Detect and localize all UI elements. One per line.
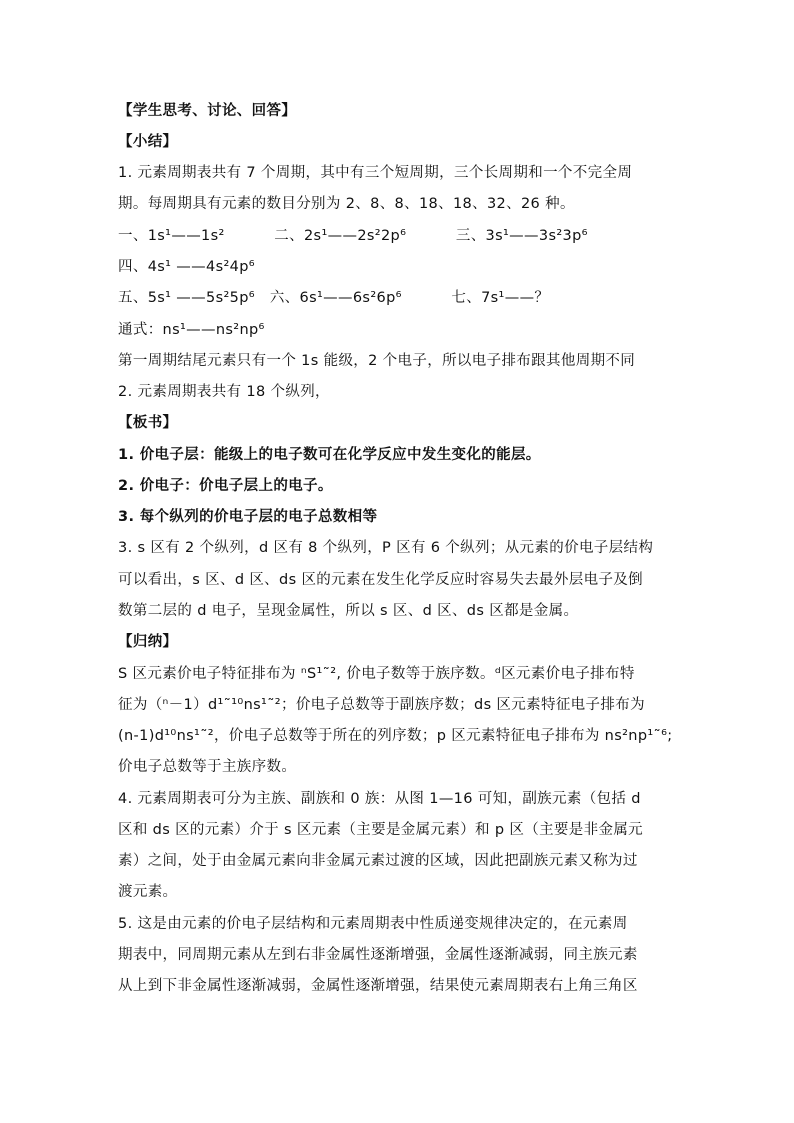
heading-student-discussion: 【学生思考、讨论、回答】: [118, 103, 297, 119]
text-line: 期表中，同周期元素从左到右非金属性逐渐增强，金属性逐渐减弱，同主族元素: [118, 947, 638, 963]
text-line: 可以看出，s 区、d 区、ds 区的元素在发生化学反应时容易失去最外层电子及倒: [118, 572, 643, 588]
text-line: 1. 元素周期表共有 7 个周期，其中有三个短周期，三个长周期和一个不完全周: [118, 165, 633, 181]
electron-config-line: 四、4s¹ ——4s²4p⁶: [118, 259, 255, 275]
text-line: 2. 元素周期表共有 18 个纵列，: [118, 384, 330, 400]
heading-induction: 【归纳】: [118, 634, 178, 650]
board-note-line: 3. 每个纵列的价电子层的电子总数相等: [118, 509, 378, 525]
text-line: 渡元素。: [118, 884, 178, 900]
electron-config-line: 一、1s¹——1s² 二、2s¹——2s²2p⁶ 三、3s¹——3s²3p⁶: [118, 228, 588, 244]
heading-board-notes: 【板书】: [118, 415, 178, 431]
heading-summary: 【小结】: [118, 134, 178, 150]
text-line: 数第二层的 d 电子，呈现金属性，所以 s 区、d 区、ds 区都是金属。: [118, 603, 579, 619]
text-line: (n-1)d¹⁰ns¹˜²，价电子总数等于所在的列序数；p 区元素特征电子排布为 ns²np¹˜⁶;: [118, 728, 673, 744]
general-formula-line: 通式：ns¹——ns²np⁶: [118, 322, 265, 338]
text-line: 征为（ⁿ－1）d¹˜¹⁰ns¹˜²；价电子总数等于副族序数；ds 区元素特征电子排布为: [118, 697, 645, 713]
text-line: 5. 这是由元素的价电子层结构和元素周期表中性质递变规律决定的，在元素周: [118, 916, 628, 932]
board-note-line: 2. 价电子：价电子层上的电子。: [118, 478, 333, 494]
board-note-line: 1. 价电子层：能级上的电子数可在化学反应中发生变化的能层。: [118, 447, 541, 463]
text-line: 素）之间，处于由金属元素向非金属元素过渡的区域，因此把副族元素又称为过: [118, 853, 638, 869]
text-line: 价电子总数等于主族序数。: [118, 759, 297, 775]
text-line: 3. s 区有 2 个纵列，d 区有 8 个纵列，P 区有 6 个纵列；从元素的价电子层结构: [118, 540, 654, 556]
electron-config-line: 五、5s¹ ——5s²5p⁶ 六、6s¹——6s²6p⁶ 七、7s¹——？: [118, 290, 550, 306]
text-line: 区和 ds 区的元素）介于 s 区元素（主要是金属元素）和 p 区（主要是非金属元: [118, 822, 644, 838]
text-line: 4. 元素周期表可分为主族、副族和 0 族：从图 1—16 可知，副族元素（包括 d: [118, 791, 641, 807]
text-line: 期。每周期具有元素的数目分别为 2、8、8、18、18、32、26 种。: [118, 196, 575, 212]
text-line: S 区元素价电子特征排布为 ⁿS¹˜², 价电子数等于族序数。ᵈ区元素价电子排布特: [118, 666, 635, 682]
text-line: 第一周期结尾元素只有一个 1s 能级，2 个电子，所以电子排布跟其他周期不同: [118, 353, 636, 369]
text-line: 从上到下非金属性逐渐减弱，金属性逐渐增强，结果使元素周期表右上角三角区: [118, 978, 638, 994]
